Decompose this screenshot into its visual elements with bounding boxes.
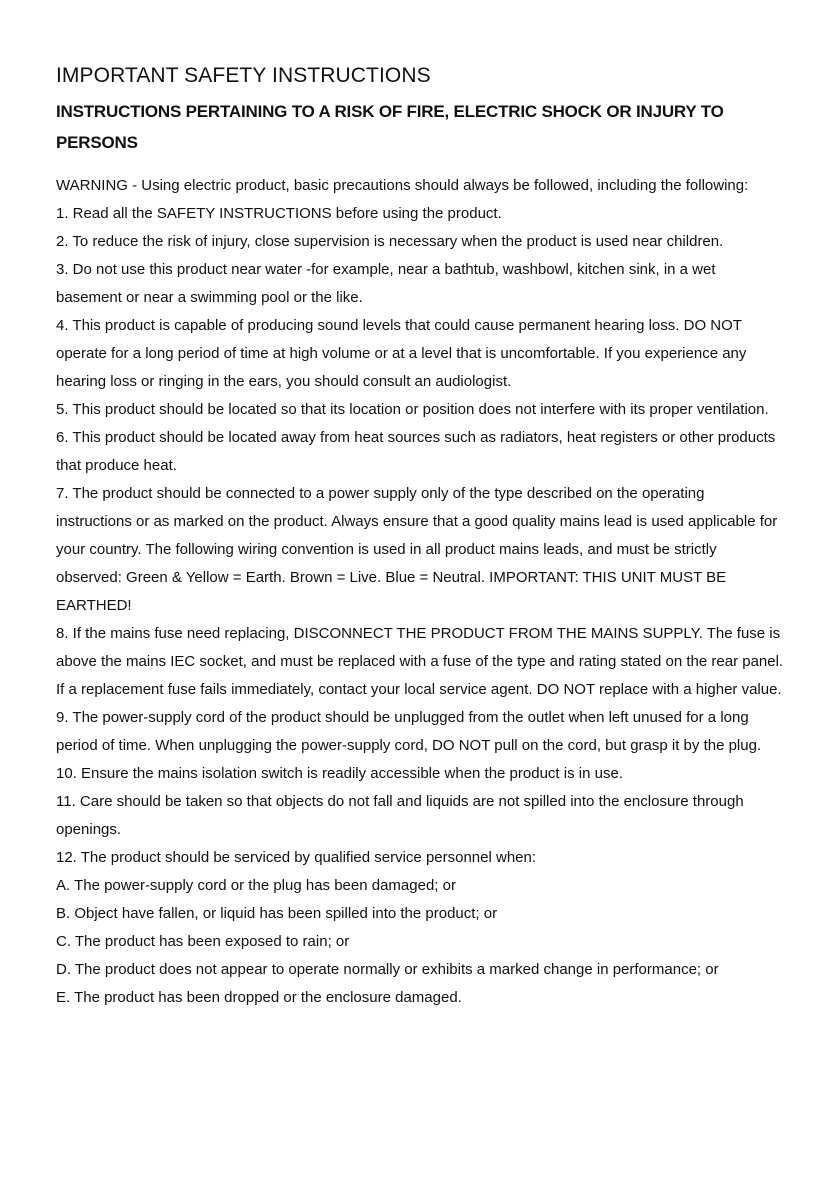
instruction-item-12: 12. The product should be serviced by qualified service personnel when:	[56, 849, 537, 866]
instruction-item-6: 6. This product should be located away from heat sources such as radiators, heat registers or other products that produce heat.	[56, 429, 776, 474]
instruction-item-3: 3. Do not use this product near water -for example, near a bathtub, washbowl, kitchen sink, in a wet basement or near a swimming pool or the like.	[56, 261, 716, 306]
warning-paragraph: WARNING - Using electric product, basic precautions should always be followed, including the following:	[56, 177, 749, 194]
service-condition-d: D. The product does not appear to operate normally or exhibits a marked change in performance; or	[56, 961, 719, 978]
instruction-item-8: 8. If the mains fuse need replacing, DISCONNECT THE PRODUCT FROM THE MAINS SUPPLY. The fuse is above the mains IEC socket, and must be replaced with a fuse of the type and rating stated on the rear panel. If a replacement fuse fails immediately, contact your local service agent. DO NOT replace with a higher value.	[56, 625, 784, 698]
service-condition-b: B. Object have fallen, or liquid has been spilled into the product; or	[56, 905, 498, 922]
service-condition-c: C. The product has been exposed to rain; or	[56, 933, 350, 950]
page-subtitle: INSTRUCTIONS PERTAINING TO A RISK OF FIRE, ELECTRIC SHOCK OR INJURY TO PERSONS	[56, 102, 724, 152]
instruction-item-9: 9. The power-supply cord of the product should be unplugged from the outlet when left unused for a long period of time. When unplugging the power-supply cord, DO NOT pull on the cord, but grasp it by the plug.	[56, 709, 762, 754]
instruction-item-2: 2. To reduce the risk of injury, close supervision is necessary when the product is used near children.	[56, 233, 724, 250]
instruction-item-1: 1. Read all the SAFETY INSTRUCTIONS before using the product.	[56, 205, 502, 222]
document-page	[56, 62, 784, 1012]
instruction-item-4: 4. This product is capable of producing sound levels that could cause permanent hearing loss. DO NOT operate for a long period of time at high volume or at a level that is uncomfortable. If you experience any hearing loss or ringing in the ears, you should consult an audiologist.	[56, 317, 747, 390]
page-title: IMPORTANT SAFETY INSTRUCTIONS	[56, 64, 431, 87]
instruction-item-7: 7. The product should be connected to a power supply only of the type described on the operating instructions or as marked on the product. Always ensure that a good quality mains lead is used applicable for your country. The following wiring convention is used in all product mains leads, and must be strictly observed: Green & Yellow = Earth. Brown = Live. Blue = Neutral. IMPORTANT: THIS UNIT MUST BE EARTHED!	[56, 485, 778, 614]
service-condition-a: A. The power-supply cord or the plug has been damaged; or	[56, 877, 456, 894]
instruction-item-5: 5. This product should be located so that its location or position does not interfere with its proper ventilation.	[56, 401, 769, 418]
service-condition-e: E. The product has been dropped or the enclosure damaged.	[56, 989, 462, 1006]
instruction-item-10: 10. Ensure the mains isolation switch is readily accessible when the product is in use.	[56, 765, 623, 782]
instruction-item-11: 11. Care should be taken so that objects do not fall and liquids are not spilled into the enclosure through openings.	[56, 793, 744, 838]
